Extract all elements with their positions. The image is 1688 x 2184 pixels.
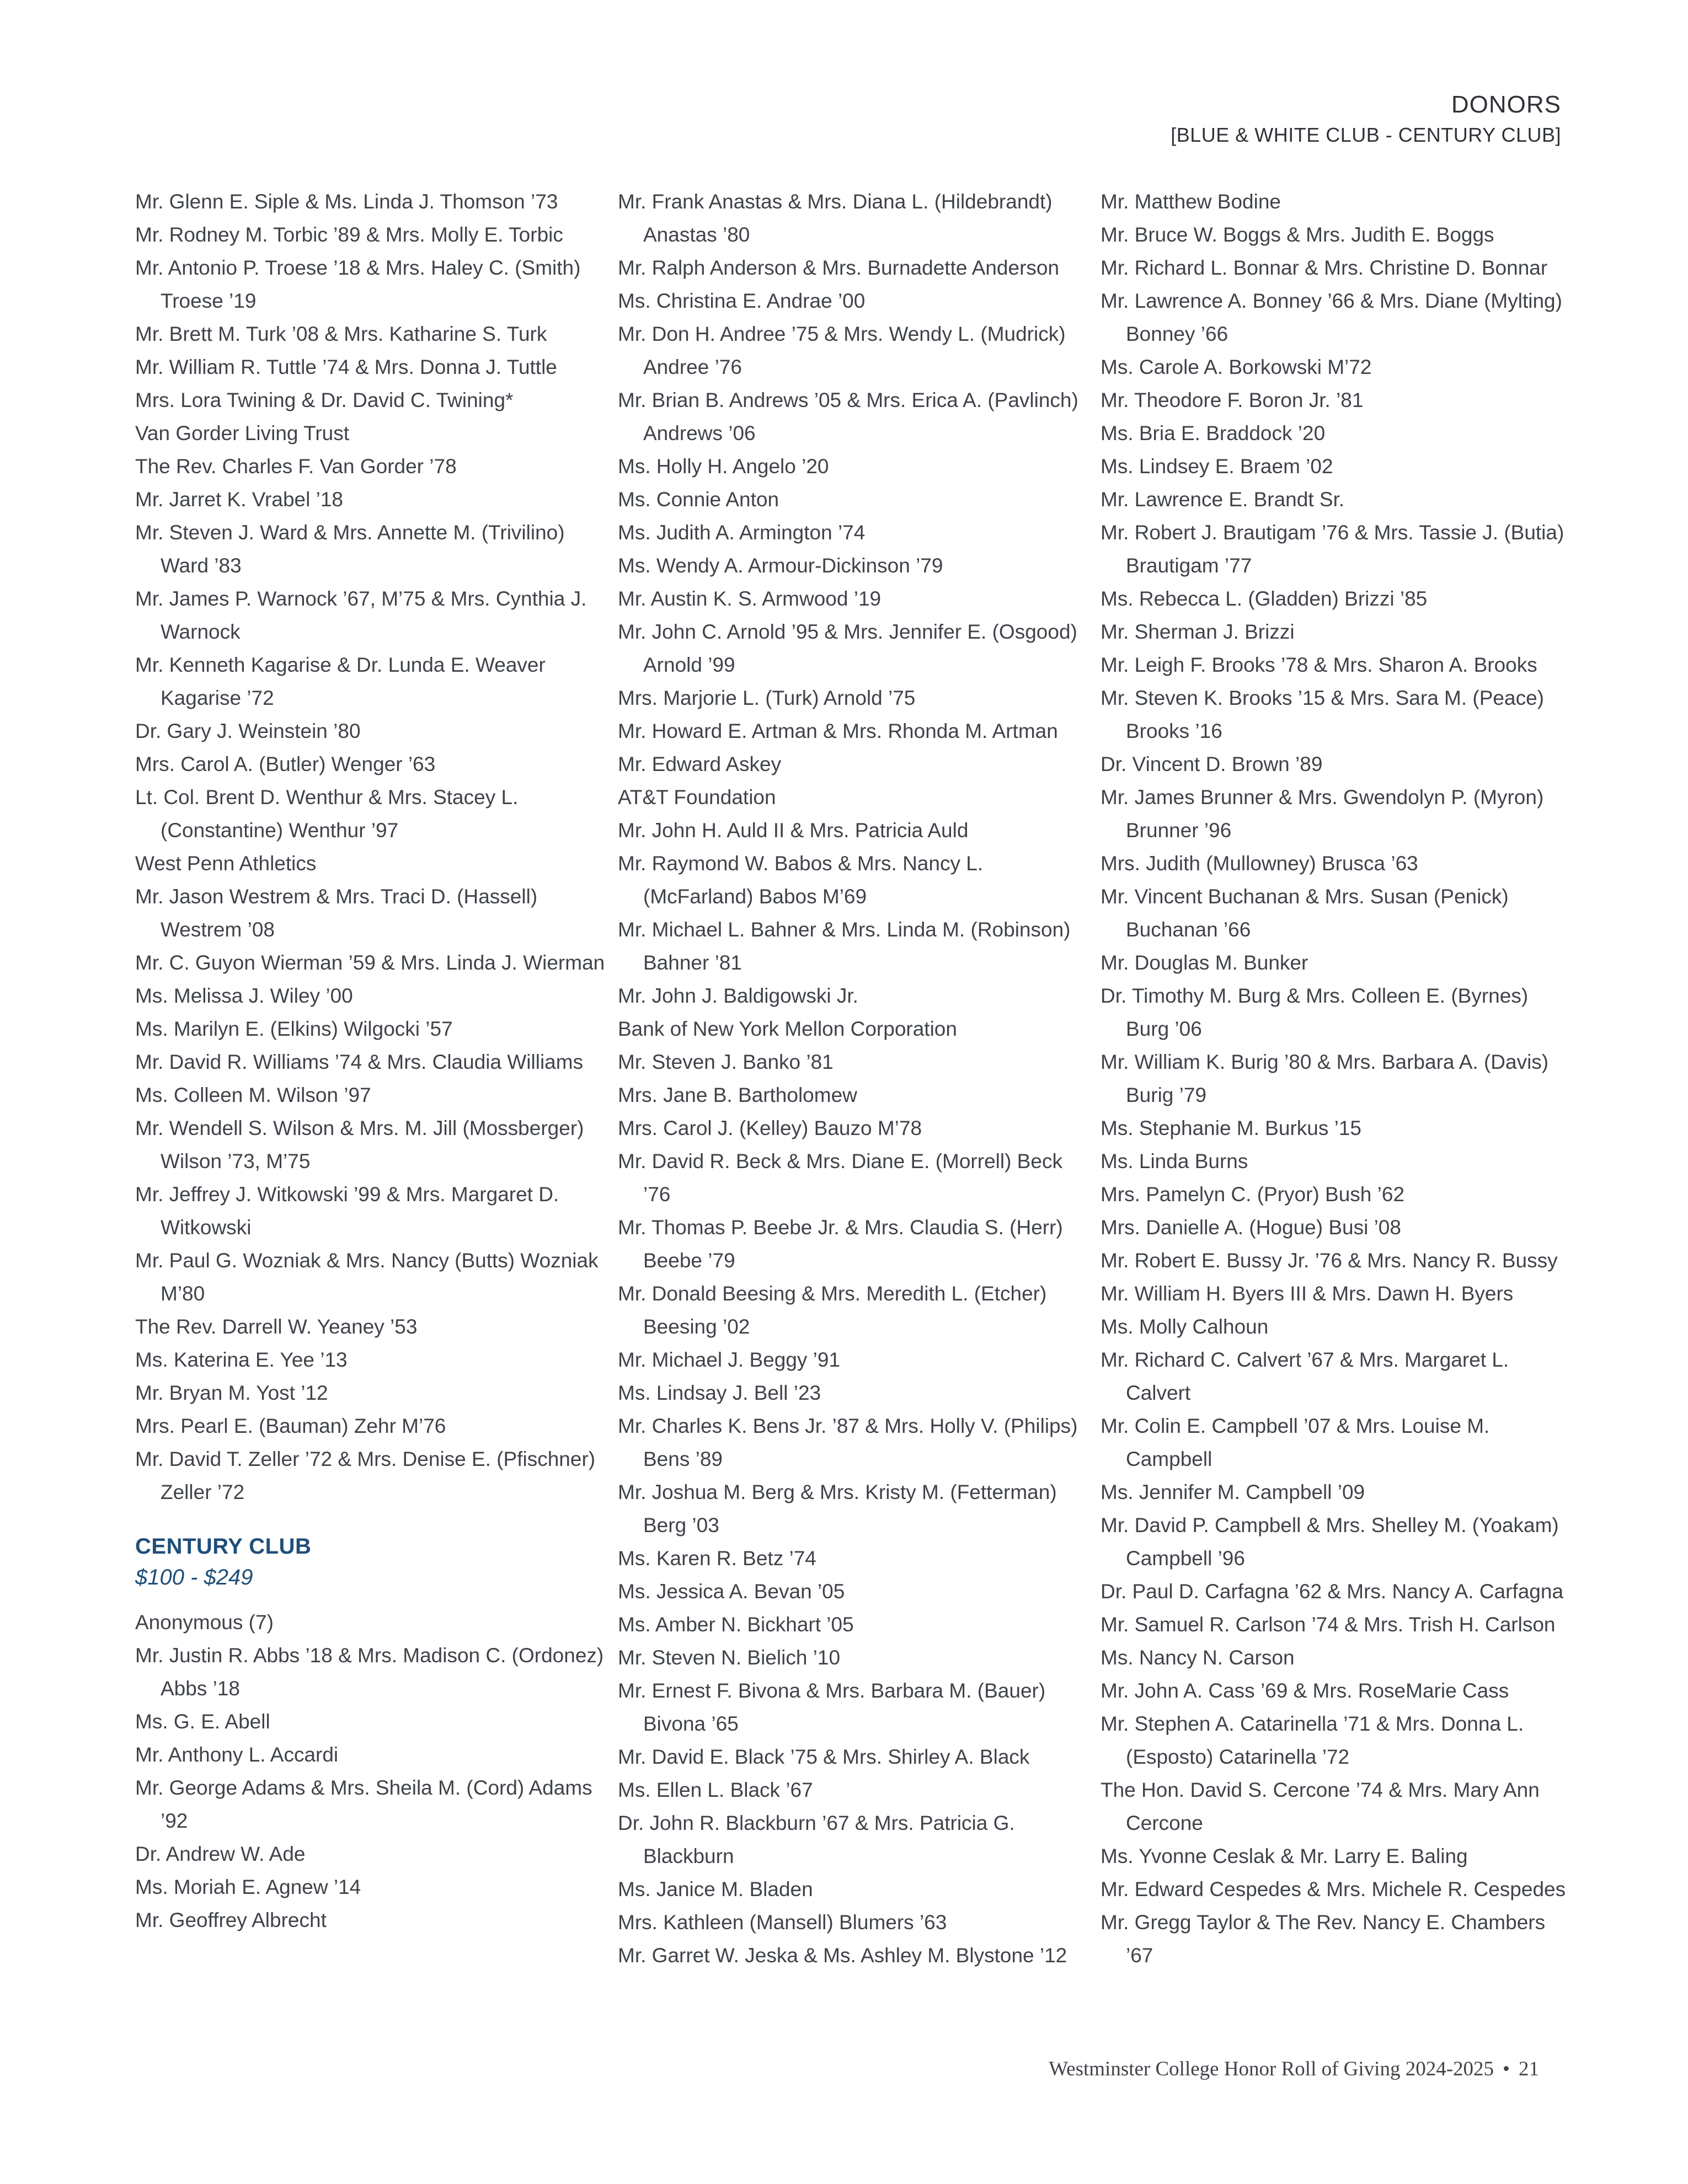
donor-entry: Mr. Steven K. Brooks ’15 & Mrs. Sara M. (Peace) Brooks ’16 <box>1101 687 1544 742</box>
donor-entry: Mr. Paul G. Wozniak & Mrs. Nancy (Butts) Wozniak M’80 <box>135 1249 599 1305</box>
donor-entry: Ms. Connie Anton <box>618 488 779 511</box>
donor-column-1 <box>135 185 610 1937</box>
donor-entry: Ms. Stephanie M. Burkus ’15 <box>1101 1117 1361 1139</box>
donor-entry: Mr. Edward Askey <box>618 753 782 775</box>
donor-entry: Dr. John R. Blackburn ’67 & Mrs. Patricia G. Blackburn <box>618 1812 1015 1867</box>
donor-entry: Dr. Vincent D. Brown ’89 <box>1101 753 1323 775</box>
donor-entry: Mr. William H. Byers III & Mrs. Dawn H. Byers <box>1101 1282 1514 1305</box>
publication-title: Westminster College Honor Roll of Giving 2024-2025 <box>1049 2058 1494 2080</box>
donor-entry: Mr. Kenneth Kagarise & Dr. Lunda E. Weaver Kagarise ’72 <box>135 654 546 709</box>
donor-entry: Ms. G. E. Abell <box>135 1710 270 1733</box>
donor-entry: Mrs. Carol J. (Kelley) Bauzo M’78 <box>618 1117 922 1139</box>
donor-entry: Ms. Colleen M. Wilson ’97 <box>135 1084 371 1106</box>
donor-entry: Mr. Samuel R. Carlson ’74 & Mrs. Trish H. Carlson <box>1101 1613 1556 1636</box>
donor-entry: Mr. Richard C. Calvert ’67 & Mrs. Margaret L. Calvert <box>1101 1348 1509 1404</box>
donor-entry: West Penn Athletics <box>135 852 317 875</box>
donor-entry: The Rev. Darrell W. Yeaney ’53 <box>135 1315 418 1338</box>
donor-entry: Mr. Steven J. Ward & Mrs. Annette M. (Trivilino) Ward ’83 <box>135 521 565 577</box>
donor-entry: Ms. Carole A. Borkowski M’72 <box>1101 356 1372 378</box>
donor-entry: Mr. Gregg Taylor & The Rev. Nancy E. Chambers ’67 <box>1101 1911 1546 1967</box>
donor-entry: Dr. Gary J. Weinstein ’80 <box>135 720 361 742</box>
donor-entry: Ms. Ellen L. Black ’67 <box>618 1779 813 1801</box>
donor-entry: Mr. Thomas P. Beebe Jr. & Mrs. Claudia S. (Herr) Beebe ’79 <box>618 1216 1063 1272</box>
donor-entry: Mr. John C. Arnold ’95 & Mrs. Jennifer E. (Osgood) Arnold ’99 <box>618 620 1077 676</box>
donor-entry: Ms. Jennifer M. Campbell ’09 <box>1101 1481 1365 1503</box>
donor-entry: Mr. Brian B. Andrews ’05 & Mrs. Erica A. (Pavlinch) Andrews ’06 <box>618 389 1078 445</box>
donor-entry: Dr. Paul D. Carfagna ’62 & Mrs. Nancy A. Carfagna <box>1101 1580 1564 1603</box>
donor-entry: Mr. Jarret K. Vrabel ’18 <box>135 488 343 511</box>
donor-entry: Mr. Lawrence A. Bonney ’66 & Mrs. Diane (Mylting) Bonney ’66 <box>1101 290 1562 345</box>
donor-entry: Mr. Wendell S. Wilson & Mrs. M. Jill (Mossberger) Wilson ’73, M’75 <box>135 1117 584 1173</box>
donor-entry: Ms. Judith A. Armington ’74 <box>618 521 866 544</box>
section-subheading: [BLUE & WHITE CLUB - CENTURY CLUB] <box>1171 124 1561 146</box>
donor-entry: Mr. Jeffrey J. Witkowski ’99 & Mrs. Margaret D. Witkowski <box>135 1183 559 1239</box>
donor-entry: Ms. Katerina E. Yee ’13 <box>135 1348 348 1371</box>
donor-entry: AT&T Foundation <box>618 786 776 809</box>
donor-entry: Mr. Antonio P. Troese ’18 & Mrs. Haley C. (Smith) Troese ’19 <box>135 256 581 312</box>
donor-entry: Mr. Bryan M. Yost ’12 <box>135 1382 328 1404</box>
donor-entry: Mr. David R. Williams ’74 & Mrs. Claudia Williams <box>135 1051 584 1073</box>
donor-list-column-3 <box>1101 185 1575 1972</box>
donor-entry: Mr. Jason Westrem & Mrs. Traci D. (Hassell) Westrem ’08 <box>135 885 538 941</box>
donor-entry: Mr. Steven J. Banko ’81 <box>618 1051 834 1073</box>
donor-entry: Mr. Leigh F. Brooks ’78 & Mrs. Sharon A. Brooks <box>1101 654 1537 676</box>
page-header <box>1171 88 1561 149</box>
donor-entry: Mr. John J. Baldigowski Jr. <box>618 984 858 1007</box>
donor-entry: Mr. Geoffrey Albrecht <box>135 1909 327 1931</box>
donor-entry: Mr. John A. Cass ’69 & Mrs. RoseMarie Cass <box>1101 1679 1509 1702</box>
donor-entry: Ms. Bria E. Braddock ’20 <box>1101 422 1326 445</box>
century-club-range: $100 - $249 <box>135 1565 253 1589</box>
donor-entry: Mr. Robert E. Bussy Jr. ’76 & Mrs. Nancy R. Bussy <box>1101 1249 1558 1272</box>
donor-entry: Mr. Rodney M. Torbic ’89 & Mrs. Molly E. Torbic <box>135 223 563 246</box>
donor-entry: The Hon. David S. Cercone ’74 & Mrs. Mary Ann Cercone <box>1101 1779 1540 1834</box>
donor-entry: Mr. Douglas M. Bunker <box>1101 951 1308 974</box>
donor-entry: Mr. Sherman J. Brizzi <box>1101 620 1295 643</box>
donor-entry: Mr. Michael L. Bahner & Mrs. Linda M. (Robinson) Bahner ’81 <box>618 918 1071 974</box>
donor-entry: Mr. Garret W. Jeska & Ms. Ashley M. Blystone ’12 <box>618 1944 1067 1967</box>
donor-entry: Mr. James P. Warnock ’67, M’75 & Mrs. Cynthia J. Warnock <box>135 587 587 643</box>
donor-entry: Mrs. Jane B. Bartholomew <box>618 1084 857 1106</box>
donor-entry: Mr. Donald Beesing & Mrs. Meredith L. (Etcher) Beesing ’02 <box>618 1282 1047 1338</box>
donor-entry: Mr. George Adams & Mrs. Sheila M. (Cord) Adams ’92 <box>135 1776 592 1832</box>
donor-entry: Mr. Vincent Buchanan & Mrs. Susan (Penick) Buchanan ’66 <box>1101 885 1509 941</box>
donor-entry: The Rev. Charles F. Van Gorder ’78 <box>135 455 457 478</box>
donor-entry: Mr. Steven N. Bielich ’10 <box>618 1646 841 1669</box>
donor-entry: Mr. Joshua M. Berg & Mrs. Kristy M. (Fetterman) Berg ’03 <box>618 1481 1057 1537</box>
century-club-title: CENTURY CLUB <box>135 1534 312 1559</box>
donor-entry: Ms. Linda Burns <box>1101 1150 1248 1173</box>
donor-entry: Mr. Glenn E. Siple & Ms. Linda J. Thomson ’73 <box>135 190 558 213</box>
donor-column-2 <box>618 185 1092 1972</box>
donor-entry: Mr. Bruce W. Boggs & Mrs. Judith E. Boggs <box>1101 223 1494 246</box>
donor-list-century-club <box>135 1606 610 1937</box>
donor-entry: Mr. Colin E. Campbell ’07 & Mrs. Louise M. Campbell <box>1101 1415 1490 1470</box>
donor-entry: Ms. Wendy A. Armour-Dickinson ’79 <box>618 554 943 577</box>
donor-entry: Ms. Holly H. Angelo ’20 <box>618 455 829 478</box>
donor-list-blue-white <box>135 185 610 1509</box>
donor-entry: Mrs. Carol A. (Butler) Wenger ’63 <box>135 753 436 775</box>
page-number: 21 <box>1519 2058 1539 2080</box>
donor-entry: Mr. Justin R. Abbs ’18 & Mrs. Madison C. (Ordonez) Abbs ’18 <box>135 1644 604 1700</box>
donor-entry: Ms. Lindsay J. Bell ’23 <box>618 1382 821 1404</box>
donor-entry: Ms. Melissa J. Wiley ’00 <box>135 984 353 1007</box>
donor-entry: Mr. Raymond W. Babos & Mrs. Nancy L. (McFarland) Babos M’69 <box>618 852 984 908</box>
donor-entry: Mrs. Kathleen (Mansell) Blumers ’63 <box>618 1911 947 1934</box>
donor-entry: Ms. Jessica A. Bevan ’05 <box>618 1580 845 1603</box>
donor-entry: Mr. David T. Zeller ’72 & Mrs. Denise E. (Pfischner) Zeller ’72 <box>135 1448 596 1503</box>
donor-entry: Mr. Anthony L. Accardi <box>135 1743 339 1766</box>
donor-entry: Mr. William K. Burig ’80 & Mrs. Barbara A. (Davis) Burig ’79 <box>1101 1051 1549 1106</box>
section-heading: DONORS <box>1451 91 1561 118</box>
donor-column-3 <box>1101 185 1575 1972</box>
donor-entry: Mrs. Pamelyn C. (Pryor) Bush ’62 <box>1101 1183 1405 1206</box>
donor-entry: Mr. Don H. Andree ’75 & Mrs. Wendy L. (Mudrick) Andree ’76 <box>618 323 1066 378</box>
donor-entry: Ms. Molly Calhoun <box>1101 1315 1269 1338</box>
donor-entry: Mr. Ralph Anderson & Mrs. Burnadette Anderson <box>618 256 1060 279</box>
donor-entry: Ms. Janice M. Bladen <box>618 1878 813 1901</box>
donor-entry: Mr. Frank Anastas & Mrs. Diana L. (Hildebrandt) Anastas ’80 <box>618 190 1053 246</box>
donor-entry: Ms. Amber N. Bickhart ’05 <box>618 1613 854 1636</box>
donor-entry: Mr. Charles K. Bens Jr. ’87 & Mrs. Holly V. (Philips) Bens ’89 <box>618 1415 1078 1470</box>
donor-entry: Mr. Robert J. Brautigam ’76 & Mrs. Tassie J. (Butia) Brautigam ’77 <box>1101 521 1564 577</box>
donor-entry: Mrs. Marjorie L. (Turk) Arnold ’75 <box>618 687 916 709</box>
donor-entry: Mr. Brett M. Turk ’08 & Mrs. Katharine S. Turk <box>135 323 547 345</box>
donor-entry: Mrs. Pearl E. (Bauman) Zehr M’76 <box>135 1415 446 1437</box>
donor-entry: Dr. Andrew W. Ade <box>135 1843 306 1865</box>
donor-entry: Mr. Howard E. Artman & Mrs. Rhonda M. Artman <box>618 720 1058 742</box>
donor-entry: Mrs. Lora Twining & Dr. David C. Twining* <box>135 389 514 411</box>
donor-entry: Mr. Lawrence E. Brandt Sr. <box>1101 488 1345 511</box>
donor-entry: Ms. Lindsey E. Braem ’02 <box>1101 455 1333 478</box>
donor-entry: Mr. Michael J. Beggy ’91 <box>618 1348 841 1371</box>
donor-list-column-2 <box>618 185 1092 1972</box>
donor-entry: Mr. James Brunner & Mrs. Gwendolyn P. (Myron) Brunner ’96 <box>1101 786 1544 842</box>
donor-entry: Mr. Matthew Bodine <box>1101 190 1281 213</box>
donor-entry: Ms. Nancy N. Carson <box>1101 1646 1295 1669</box>
donor-entry: Ms. Yvonne Ceslak & Mr. Larry E. Baling <box>1101 1845 1468 1867</box>
donor-entry: Ms. Moriah E. Agnew ’14 <box>135 1876 361 1898</box>
donor-entry: Mr. Theodore F. Boron Jr. ’81 <box>1101 389 1364 411</box>
donor-entry: Mr. William R. Tuttle ’74 & Mrs. Donna J. Tuttle <box>135 356 557 378</box>
donor-entry: Dr. Timothy M. Burg & Mrs. Colleen E. (Byrnes) Burg ’06 <box>1101 984 1529 1040</box>
donor-entry: Ms. Christina E. Andrae ’00 <box>618 290 866 312</box>
donor-entry: Ms. Marilyn E. (Elkins) Wilgocki ’57 <box>135 1018 453 1040</box>
donor-entry: Mr. C. Guyon Wierman ’59 & Mrs. Linda J. Wierman <box>135 951 605 974</box>
donor-entry: Mr. Richard L. Bonnar & Mrs. Christine D. Bonnar <box>1101 256 1548 279</box>
donor-entry: Mr. Edward Cespedes & Mrs. Michele R. Cespedes <box>1101 1878 1566 1901</box>
page-footer <box>1049 2057 1539 2081</box>
donor-entry: Anonymous (7) <box>135 1611 274 1634</box>
donor-entry: Van Gorder Living Trust <box>135 422 349 445</box>
donor-entry: Mr. John H. Auld II & Mrs. Patricia Auld <box>618 819 969 842</box>
donor-entry: Mr. Stephen A. Catarinella ’71 & Mrs. Donna L. (Esposto) Catarinella ’72 <box>1101 1712 1524 1768</box>
donor-entry: Mrs. Danielle A. (Hogue) Busi ’08 <box>1101 1216 1401 1239</box>
donor-entry: Ms. Karen R. Betz ’74 <box>618 1547 816 1570</box>
donor-entry: Mr. Austin K. S. Armwood ’19 <box>618 587 882 610</box>
section-spacer <box>135 1509 610 1531</box>
donor-entry: Mr. David P. Campbell & Mrs. Shelley M. (Yoakam) Campbell ’96 <box>1101 1514 1559 1570</box>
footer-separator: • <box>1503 2058 1510 2080</box>
donor-entry: Mr. David R. Beck & Mrs. Diane E. (Morrell) Beck ’76 <box>618 1150 1062 1206</box>
donor-entry: Mr. David E. Black ’75 & Mrs. Shirley A. Black <box>618 1746 1030 1768</box>
donor-entry: Mrs. Judith (Mullowney) Brusca ’63 <box>1101 852 1418 875</box>
donor-entry: Mr. Ernest F. Bivona & Mrs. Barbara M. (Bauer) Bivona ’65 <box>618 1679 1046 1735</box>
donor-entry: Bank of New York Mellon Corporation <box>618 1018 957 1040</box>
donor-entry: Lt. Col. Brent D. Wenthur & Mrs. Stacey L. (Constantine) Wenthur ’97 <box>135 786 519 842</box>
donor-entry: Ms. Rebecca L. (Gladden) Brizzi ’85 <box>1101 587 1428 610</box>
